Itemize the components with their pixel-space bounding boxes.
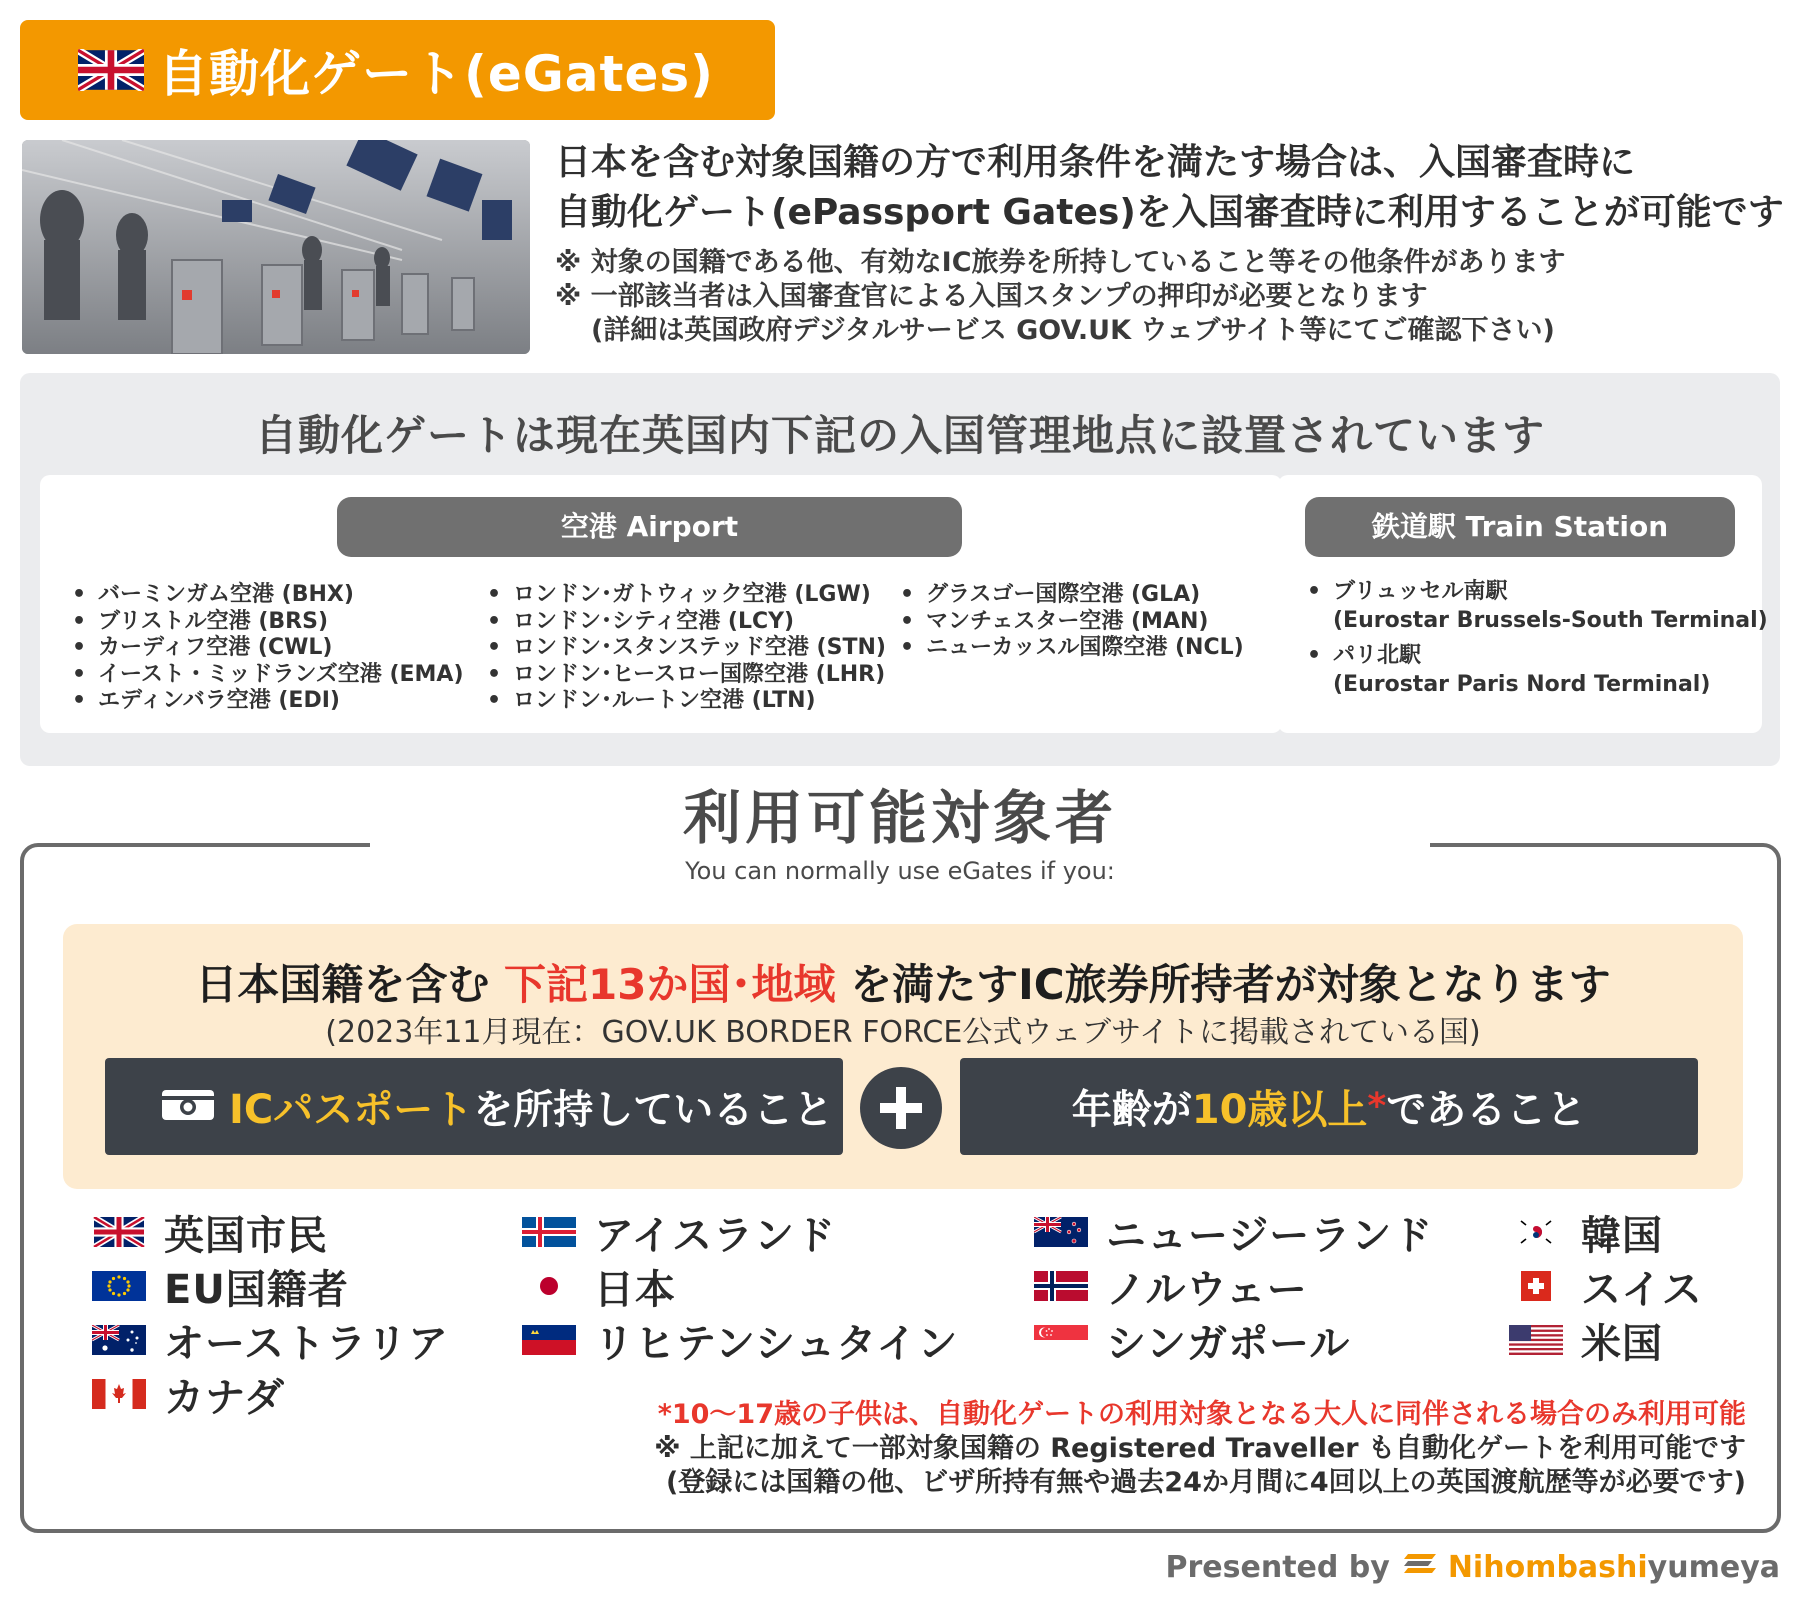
- airport-list-col3: [898, 582, 1244, 662]
- child-footnote: *10〜17歳の子供は、自動化ゲートの利用対象となる大人に同伴される場合のみ利用可能: [657, 1399, 1746, 1430]
- country-item: [522, 1313, 958, 1367]
- australia-flag-icon: [92, 1325, 146, 1355]
- country-name: ニュージーランド: [1106, 1212, 1434, 1259]
- singapore-flag-icon: [1034, 1325, 1088, 1355]
- list-item: • イースト・ミッドランズ空港 (EMA): [70, 662, 464, 689]
- iceland-flag-icon: [522, 1217, 576, 1247]
- egates-photo: [22, 140, 530, 354]
- brand-name-part2: yumeya: [1647, 1549, 1780, 1585]
- list-item: • バーミンガム空港 (BHX): [70, 582, 464, 609]
- countries-col1: [92, 1205, 449, 1421]
- list-item: • ブリストル空港 (BRS): [70, 609, 464, 636]
- condition-2-highlight: 10歳以上: [1191, 1087, 1368, 1133]
- plus-icon: [860, 1067, 942, 1149]
- country-item: [1509, 1313, 1703, 1367]
- canada-flag-icon: [92, 1379, 146, 1409]
- country-name: EU国籍者: [164, 1266, 349, 1313]
- countries-col3: [1034, 1205, 1433, 1367]
- country-name: ノルウェー: [1106, 1266, 1308, 1313]
- country-item: [1509, 1259, 1703, 1313]
- country-name: 日本: [594, 1266, 676, 1313]
- main-text-post: を満たすIC旅券所持者が対象となります: [835, 960, 1611, 1009]
- presented-by-label: Presented by: [1165, 1549, 1390, 1585]
- condition-2-post: であること: [1386, 1087, 1587, 1133]
- title-banner: [20, 20, 775, 120]
- country-name: オーストラリア: [164, 1320, 449, 1367]
- country-name: シンガポール: [1106, 1320, 1351, 1367]
- list-item: • パリ北駅: [1305, 641, 1768, 670]
- country-item: [1034, 1259, 1433, 1313]
- norway-flag-icon: [1034, 1271, 1088, 1301]
- registered-traveller-note: ※ 上記に加えて一部対象国籍の Registered Traveller も自動化ゲートを利用可能です: [654, 1433, 1746, 1464]
- country-item: [92, 1313, 449, 1367]
- korea-flag-icon: [1509, 1217, 1563, 1247]
- country-name: 米国: [1581, 1320, 1663, 1367]
- new-zealand-flag-icon: [1034, 1217, 1088, 1247]
- list-item-detail: (Eurostar Paris Nord Terminal): [1333, 672, 1711, 697]
- list-item: • ロンドン･ルートン空港 (LTN): [485, 688, 886, 715]
- condition-age: [960, 1058, 1698, 1155]
- country-name: 韓国: [1581, 1212, 1663, 1259]
- credit: [1166, 1548, 1781, 1586]
- list-item: • カーディフ空港 (CWL): [70, 635, 464, 662]
- condition-2-asterisk: *: [1367, 1086, 1387, 1127]
- train-list: [1305, 577, 1768, 699]
- countries-col4: [1509, 1205, 1703, 1367]
- intro-notes: [555, 246, 1790, 348]
- registered-traveller-detail: (登録には国籍の他、ビザ所持有無や過去24か月間に4回以上の英国渡航歴等が必要です): [665, 1467, 1746, 1498]
- intro-line-1: 日本を含む対象国籍の方で利用条件を満たす場合は、入国審査時に: [555, 142, 1636, 183]
- intro-line-2: 自動化ゲート(ePassport Gates)を入国審査時に利用することが可能です: [555, 192, 1784, 233]
- country-item: [522, 1205, 958, 1259]
- country-name: カナダ: [164, 1374, 285, 1421]
- airport-card: [40, 475, 1282, 733]
- intro-note-3: (詳細は英国政府デジタルサービス GOV.UK ウェブサイト等にてご確認下さい): [591, 315, 1555, 346]
- list-item-detail: (Eurostar Brussels-South Terminal): [1333, 608, 1768, 633]
- country-name: スイス: [1581, 1266, 1703, 1313]
- airport-list-col2: [485, 582, 886, 715]
- eligibility-main-text: [63, 952, 1743, 1012]
- train-card: [1278, 475, 1768, 733]
- locations-panel: [20, 373, 1780, 766]
- page-title: 自動化ゲート(eGates): [158, 45, 714, 103]
- locations-heading: 自動化ゲートは現在英国内下記の入国管理地点に設置されています: [254, 411, 1545, 460]
- switzerland-flag-icon: [1509, 1271, 1563, 1301]
- country-name: リヒテンシュタイン: [594, 1320, 959, 1367]
- eligibility-heading: 利用可能対象者: [682, 784, 1117, 852]
- condition-1-text: を所持していること: [473, 1087, 834, 1133]
- country-item: [1509, 1205, 1703, 1259]
- condition-ic-passport: [105, 1058, 843, 1155]
- country-name: アイスランド: [594, 1212, 836, 1259]
- list-item: • ロンドン･ヒースロー国際空港 (LHR): [485, 662, 886, 689]
- list-item: • マンチェスター空港 (MAN): [898, 609, 1244, 636]
- list-item: • ブリュッセル南駅: [1305, 577, 1768, 606]
- uk-flag-icon: [92, 1217, 146, 1247]
- liechtenstein-flag-icon: [522, 1325, 576, 1355]
- countries-col2: [522, 1205, 958, 1367]
- eligibility-date-note: (2023年11月現在：GOV.UK BORDER FORCE公式ウェブサイトに掲載されている国): [325, 1015, 1481, 1050]
- brand-logo-icon: [1402, 1548, 1438, 1586]
- condition-1-highlight: ICパスポート: [229, 1087, 474, 1133]
- condition-2-pre: 年齢が: [1071, 1087, 1192, 1133]
- eligibility-header: [370, 780, 1430, 895]
- list-item: • グラスゴー国際空港 (GLA): [898, 582, 1244, 609]
- country-item: [1034, 1205, 1433, 1259]
- airport-label: 空港 Airport: [337, 497, 962, 557]
- list-item: • ニューカッスル国際空港 (NCL): [898, 635, 1244, 662]
- footnotes: [654, 1398, 1746, 1500]
- epassport-icon: [161, 1082, 215, 1132]
- uk-flag-icon: [78, 49, 144, 91]
- country-name: 英国市民: [164, 1212, 328, 1259]
- japan-flag-icon: [522, 1271, 576, 1301]
- eu-flag-icon: [92, 1271, 146, 1301]
- list-item: • ロンドン･シティ空港 (LCY): [485, 609, 886, 636]
- train-label: 鉄道駅 Train Station: [1305, 497, 1735, 557]
- list-item: • エディンバラ空港 (EDI): [70, 688, 464, 715]
- intro-note-2: ※ 一部該当者は入国審査官による入国スタンプの押印が必要となります: [555, 281, 1428, 312]
- country-item: [1034, 1313, 1433, 1367]
- main-text-highlight: 下記13か国･地域: [504, 960, 836, 1009]
- list-item: • ロンドン･スタンステッド空港 (STN): [485, 635, 886, 662]
- country-item: [92, 1367, 449, 1421]
- eligibility-subheading: You can normally use eGates if you:: [685, 857, 1115, 885]
- country-item: [522, 1259, 958, 1313]
- intro-section: [555, 138, 1790, 348]
- intro-note-1: ※ 対象の国籍である他、有効なIC旅券を所持していること等その他条件があります: [555, 247, 1566, 278]
- country-item: [92, 1205, 449, 1259]
- brand-name-part1: Nihombashi: [1447, 1549, 1648, 1585]
- country-item: [92, 1259, 449, 1313]
- usa-flag-icon: [1509, 1325, 1563, 1355]
- eligibility-conditions: [63, 924, 1743, 1189]
- main-text-pre: 日本国籍を含む: [195, 960, 505, 1009]
- list-item: • ロンドン･ガトウィック空港 (LGW): [485, 582, 886, 609]
- airport-list-col1: [70, 582, 464, 715]
